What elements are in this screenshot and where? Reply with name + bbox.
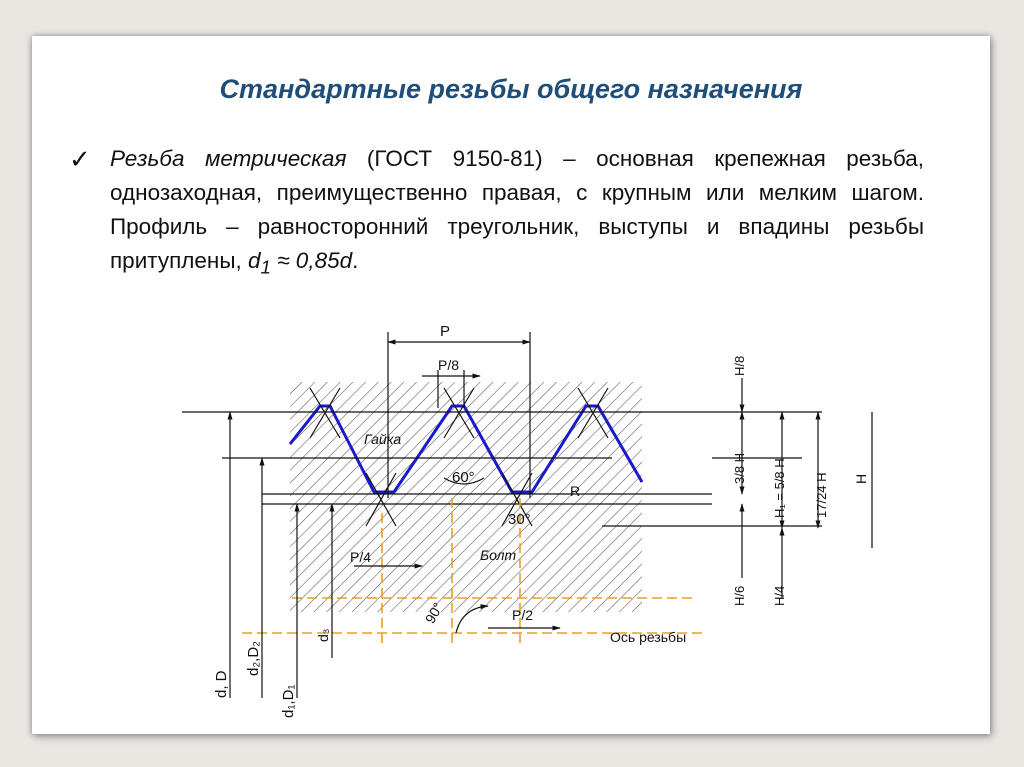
label-bolt: Болт [480,547,517,563]
term-metric-thread: Резьба метрическая [110,146,347,171]
label-d-D: d, D [213,670,230,698]
label-h1-5-8h: H₁ = 5/8 H [772,458,787,518]
label-p2: P/2 [512,607,534,623]
label-d1-D1: d₁,D₁ [280,684,297,718]
label-angle-90: 90° [421,599,447,627]
slide-title: Стандартные резьбы общего назначения [219,74,803,104]
label-h4: H/4 [772,585,787,606]
label-p4: P/4 [350,549,372,565]
label-radius: R [570,483,581,499]
label-3-8h: 3/8 H [732,452,747,484]
bullet-body: (ГОСТ 9150-81) – основная крепежная резьба, однозаходная, преимущественно правая, с крупным или мелким шагом. Профиль – равносторонний треугольник, выступы и впадины резьбы притуплены, [110,146,924,273]
formula: $d_1 \approx 0,85d$ [248,248,353,278]
label-h: H [853,473,869,484]
label-nut: Гайка [364,431,402,447]
bullet-paragraph: Резьба метрическая (ГОСТ 9150-81) – основная крепежная резьба, однозаходная, преимущественно правая, с крупным или мелким шагом. Профиль – равносторонний треугольник, выступы и впадины резьбы притуплены, $d_1 \approx 0,85d$. [110,146,924,278]
slide [32,36,990,734]
label-angle-30: 30° [508,511,531,528]
label-angle-60: 60° [452,469,475,486]
label-d3: d₃ [315,628,331,642]
label-h8: H/8 [732,355,747,376]
label-17-24h: 17/24 H [814,472,829,518]
hatched-material [290,382,642,612]
label-pitch: P [440,323,451,340]
label-thread-axis: Ось резьбы [610,629,687,645]
label-p8: P/8 [438,357,460,373]
checkmark-bullet-icon: ✓ [69,144,91,174]
metric-thread-profile-diagram [182,298,869,726]
label-h6: H/6 [732,585,747,606]
label-d2-D2: d₂,D₂ [245,641,262,676]
